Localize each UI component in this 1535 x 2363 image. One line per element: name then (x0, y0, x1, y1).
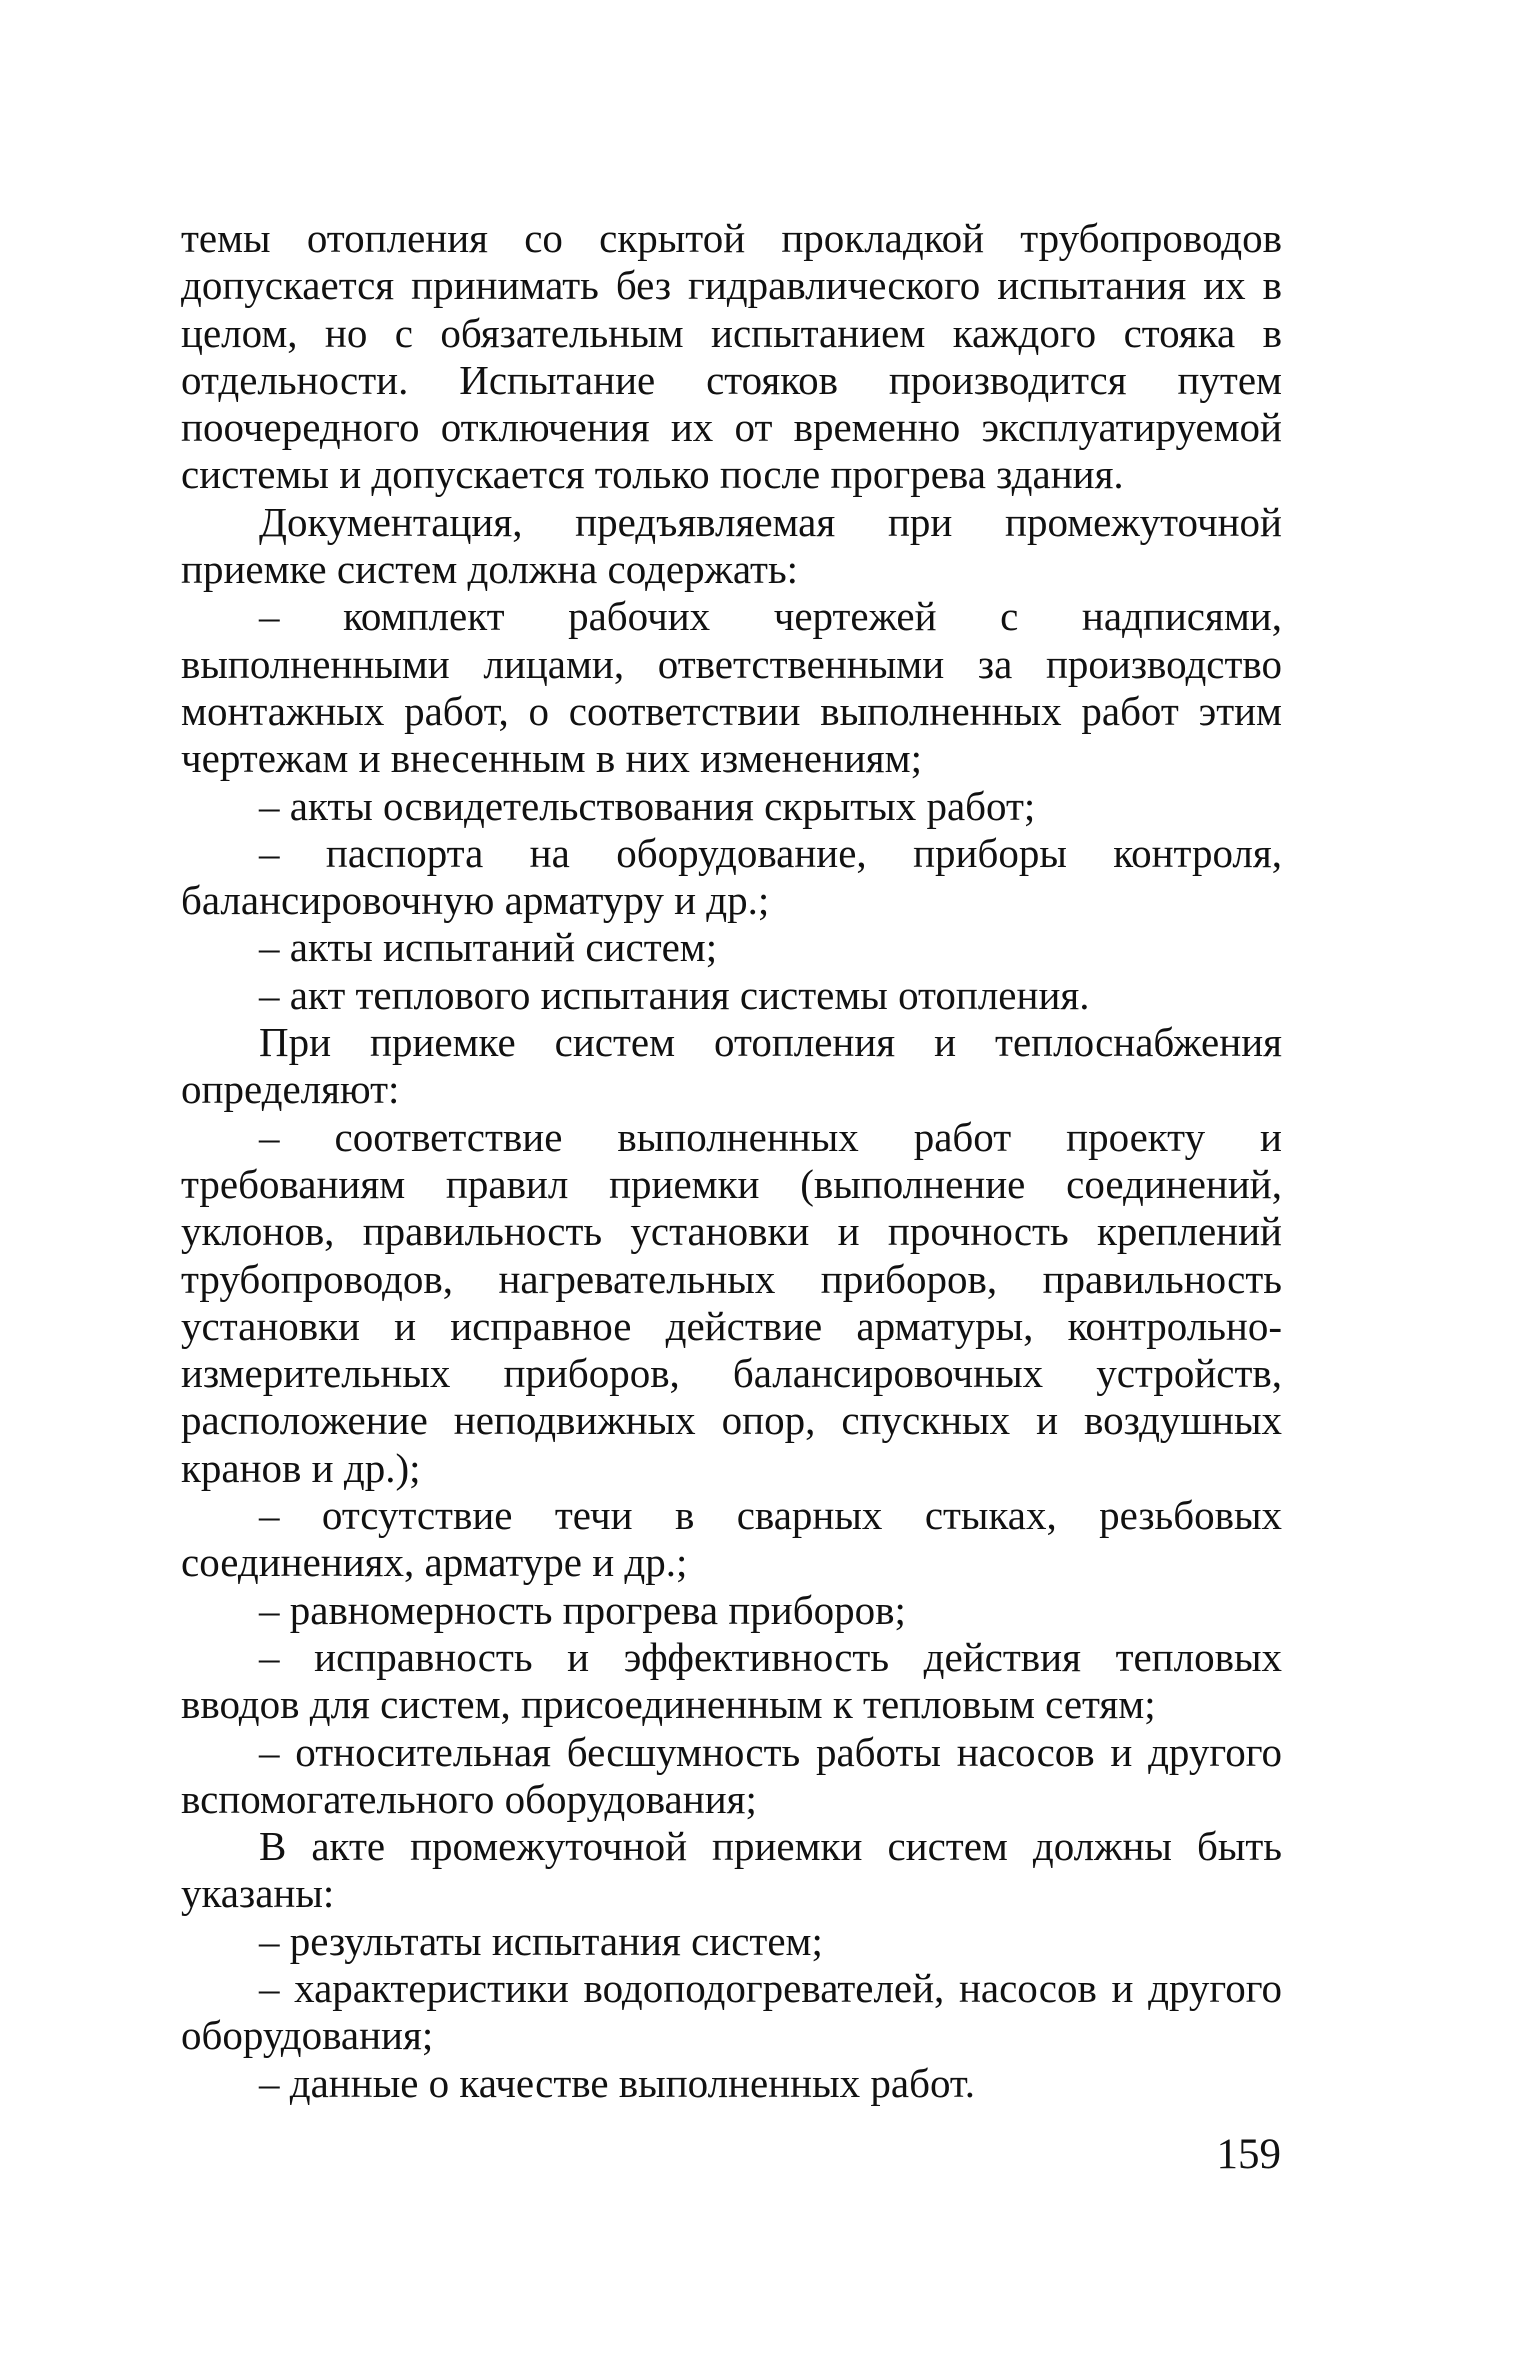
list-item: – данные о качестве выполненных работ. (259, 2059, 975, 2106)
body-text (181, 215, 1282, 2107)
paragraph: темы отопления со скрытой прокладкой трубопроводов допускается принимать без гидравлического испытания их в целом, но с обязательным испытанием каждого стояка в отдельности. Испытание стояков производится путем поочередного отключения их от временно эксплуатируемой системы и допускается только после прогрева здания. (181, 215, 1282, 498)
list-item: – акты испытаний систем; (259, 924, 718, 971)
list-item: – акты освидетельствования скрытых работ; (259, 782, 1036, 829)
paragraph: При приемке систем отопления и теплоснабжения определяют: (181, 1019, 1282, 1113)
list-item: – относительная бесшумность работы насосов и другого вспомогательного оборудования; (181, 1728, 1282, 1822)
paragraph: Документация, предъявляемая при промежуточной приемке систем должна содержать: (181, 498, 1282, 593)
list-item: – акт теплового испытания системы отопления. (259, 971, 1090, 1018)
list-item: – характеристики водоподогревателей, насосов и другого оборудования; (181, 1964, 1282, 2059)
list-item: – отсутствие течи в сварных стыках, резьбовых соединениях, арматуре и др.; (181, 1492, 1282, 1586)
list-item: – равномерность прогрева приборов; (259, 1586, 906, 1633)
paragraph: В акте промежуточной приемки систем должны быть указаны: (181, 1823, 1282, 1917)
list-item: – исправность и эффективность действия тепловых вводов для систем, присоединенным к тепловым сетям; (181, 1633, 1282, 1728)
list-item: – паспорта на оборудование, приборы контроля, балансировочную арматуру и др.; (181, 829, 1282, 924)
list-item: – комплект рабочих чертежей с надписями, выполненными лицами, ответственными за производство монтажных работ, о соответствии выполненных работ этим чертежам и внесенным в них изменениям; (181, 593, 1282, 782)
list-item: – результаты испытания систем; (259, 1917, 823, 1964)
list-item: – соответствие выполненных работ проекту и требованиям правил приемки (выполнение соединений, уклонов, правильность установки и прочность креплений трубопроводов, нагревательных приборов, правильность установки и исправное действие арматуры, контрольно-измерительных приборов, балансировочных устройств, расположение неподвижных опор, спускных и воздушных кранов и др.); (181, 1113, 1282, 1491)
page-number: 159 (1216, 2131, 1281, 2178)
